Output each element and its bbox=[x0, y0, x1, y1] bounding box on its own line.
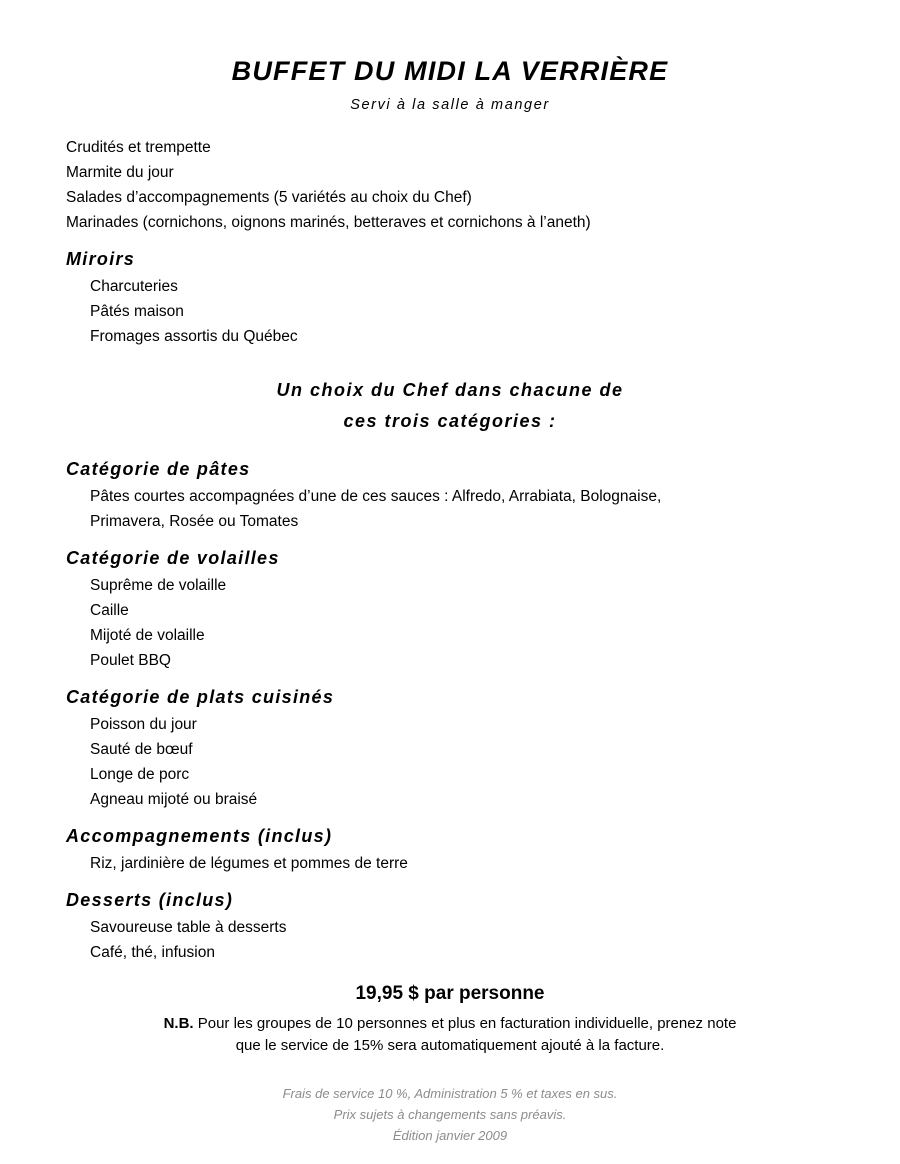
list-item: Suprême de volaille bbox=[90, 577, 227, 594]
nb-label: N.B. bbox=[163, 1015, 194, 1032]
chef-choice-note bbox=[60, 375, 840, 437]
section-pates bbox=[60, 459, 840, 534]
list-item: Pâtes courtes accompagnées d’une de ces sauces : Alfredo, Arrabiata, Bolognaise, bbox=[90, 488, 662, 505]
section-heading: Desserts (inclus) bbox=[66, 890, 234, 910]
footer-line-service-fees: Frais de service 10 %, Administration 5 % et taxes en sus. bbox=[282, 1086, 618, 1101]
section-item-list bbox=[90, 274, 840, 349]
list-item: Café, thé, infusion bbox=[90, 944, 215, 961]
chef-choice-note-line-1: Un choix du Chef dans chacune de bbox=[276, 380, 624, 400]
section-item-list bbox=[90, 915, 840, 965]
section-plats-cuisines bbox=[60, 687, 840, 812]
nb-note bbox=[100, 1013, 800, 1057]
price-line: 19,95 $ par personne bbox=[355, 983, 545, 1004]
section-heading: Miroirs bbox=[66, 249, 136, 269]
list-item: Agneau mijoté ou braisé bbox=[90, 791, 258, 808]
list-item: Poisson du jour bbox=[90, 716, 197, 733]
list-item: Fromages assortis du Québec bbox=[90, 328, 298, 345]
list-item: Caille bbox=[90, 602, 129, 619]
section-miroirs bbox=[60, 249, 840, 349]
list-item: Marinades (cornichons, oignons marinés, betteraves et cornichons à l’aneth) bbox=[66, 214, 591, 231]
footer-notes bbox=[60, 1083, 840, 1146]
list-item: Longe de porc bbox=[90, 766, 190, 783]
list-item: Pâtés maison bbox=[90, 303, 184, 320]
list-item: Charcuteries bbox=[90, 278, 178, 295]
list-item: Crudités et trempette bbox=[66, 139, 211, 156]
section-volailles bbox=[60, 548, 840, 673]
footer-line-price-changes: Prix sujets à changements sans préavis. bbox=[333, 1107, 567, 1122]
footer-line-edition: Édition janvier 2009 bbox=[392, 1128, 508, 1143]
list-item: Marmite du jour bbox=[66, 164, 174, 181]
page-title: BUFFET DU MIDI LA VERRIÈRE bbox=[231, 56, 669, 86]
nb-text-line-1: Pour les groupes de 10 personnes et plus en facturation individuelle, prenez note bbox=[197, 1015, 737, 1032]
section-item-list bbox=[90, 712, 840, 812]
section-heading: Accompagnements (inclus) bbox=[66, 826, 333, 846]
list-item: Primavera, Rosée ou Tomates bbox=[90, 513, 299, 530]
list-item: Salades d’accompagnements (5 variétés au choix du Chef) bbox=[66, 189, 472, 206]
section-heading: Catégorie de pâtes bbox=[66, 459, 251, 479]
list-item: Savoureuse table à desserts bbox=[90, 919, 287, 936]
list-item: Poulet BBQ bbox=[90, 652, 171, 669]
section-heading: Catégorie de volailles bbox=[66, 548, 280, 568]
list-item: Riz, jardinière de légumes et pommes de terre bbox=[90, 855, 408, 872]
chef-choice-note-line-2: ces trois catégories : bbox=[343, 411, 557, 431]
section-item-list bbox=[90, 484, 840, 534]
intro-item-list bbox=[66, 135, 840, 235]
nb-text-line-2: que le service de 15% sera automatiquement ajouté à la facture. bbox=[235, 1037, 665, 1054]
section-heading: Catégorie de plats cuisinés bbox=[66, 687, 335, 707]
section-item-list bbox=[90, 851, 840, 876]
page-subtitle: Servi à la salle à manger bbox=[350, 97, 550, 113]
list-item: Mijoté de volaille bbox=[90, 627, 205, 644]
list-item: Sauté de bœuf bbox=[90, 741, 193, 758]
section-item-list bbox=[90, 573, 840, 673]
section-accompagnements bbox=[60, 826, 840, 876]
section-desserts bbox=[60, 890, 840, 965]
